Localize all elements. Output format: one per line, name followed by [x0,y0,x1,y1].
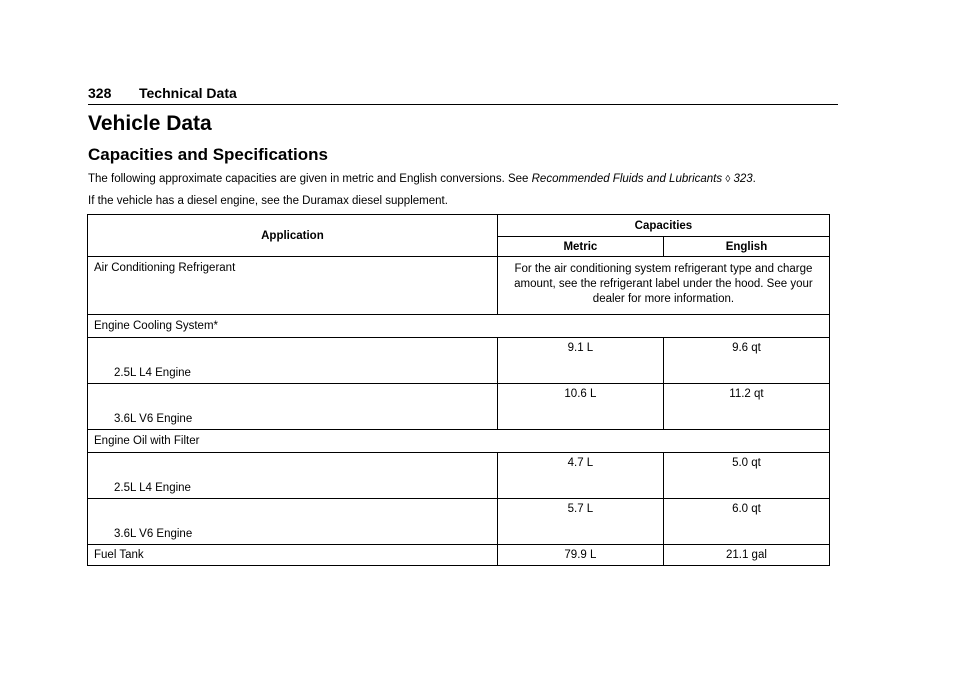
intro-end: . [752,173,756,185]
oil-english-value: 5.0 qt [663,453,829,499]
english-header: English [663,237,829,257]
fuel-metric-value: 79.9 L [497,545,663,566]
cooling-group-label: Engine Cooling System* [88,315,830,338]
fluids-reference-link[interactable]: Recommended Fluids and Lubricants [531,173,723,185]
cooling-metric-value: 9.1 L [497,338,663,384]
table-row [88,545,830,566]
oil-engine-label: 2.5L L4 Engine [88,453,498,499]
intro-text: The following approximate capacities are given in metric and English conversions. See [88,173,532,185]
cooling-engine-label: 2.5L L4 Engine [88,338,498,384]
page-header [88,84,838,105]
fuel-tank-label: Fuel Tank [88,545,498,566]
page-number: 328 [88,85,112,101]
table-row [88,499,830,545]
ac-note: For the air conditioning system refrigerant type and charge amount, see the refrigerant label under the hood. See your dealer for more information. [497,257,829,315]
intro-paragraph [88,173,756,185]
cooling-metric-value: 10.6 L [497,384,663,430]
page-reference-icon: ◊ [725,174,731,185]
cooling-english-value: 9.6 qt [663,338,829,384]
ac-label: Air Conditioning Refrigerant [88,257,498,315]
table-row [88,430,830,453]
oil-english-value: 6.0 qt [663,499,829,545]
diesel-note: If the vehicle has a diesel engine, see the Duramax diesel supplement. [88,195,448,207]
table-row [88,384,830,430]
reference-page-number[interactable]: 323 [733,173,753,185]
table-row [88,315,830,338]
cooling-english-value: 11.2 qt [663,384,829,430]
fuel-english-value: 21.1 gal [663,545,829,566]
section-title: Technical Data [139,85,237,101]
table-row [88,453,830,499]
table-row [88,257,830,315]
page-title: Vehicle Data [88,112,212,135]
oil-group-label: Engine Oil with Filter [88,430,830,453]
metric-header: Metric [497,237,663,257]
cooling-engine-label: 3.6L V6 Engine [88,384,498,430]
table-row [88,338,830,384]
oil-metric-value: 5.7 L [497,499,663,545]
section-subtitle: Capacities and Specifications [88,145,328,164]
oil-metric-value: 4.7 L [497,453,663,499]
oil-engine-label: 3.6L V6 Engine [88,499,498,545]
capacities-header: Capacities [497,215,829,237]
capacities-table [87,214,830,566]
application-header: Application [88,215,498,257]
